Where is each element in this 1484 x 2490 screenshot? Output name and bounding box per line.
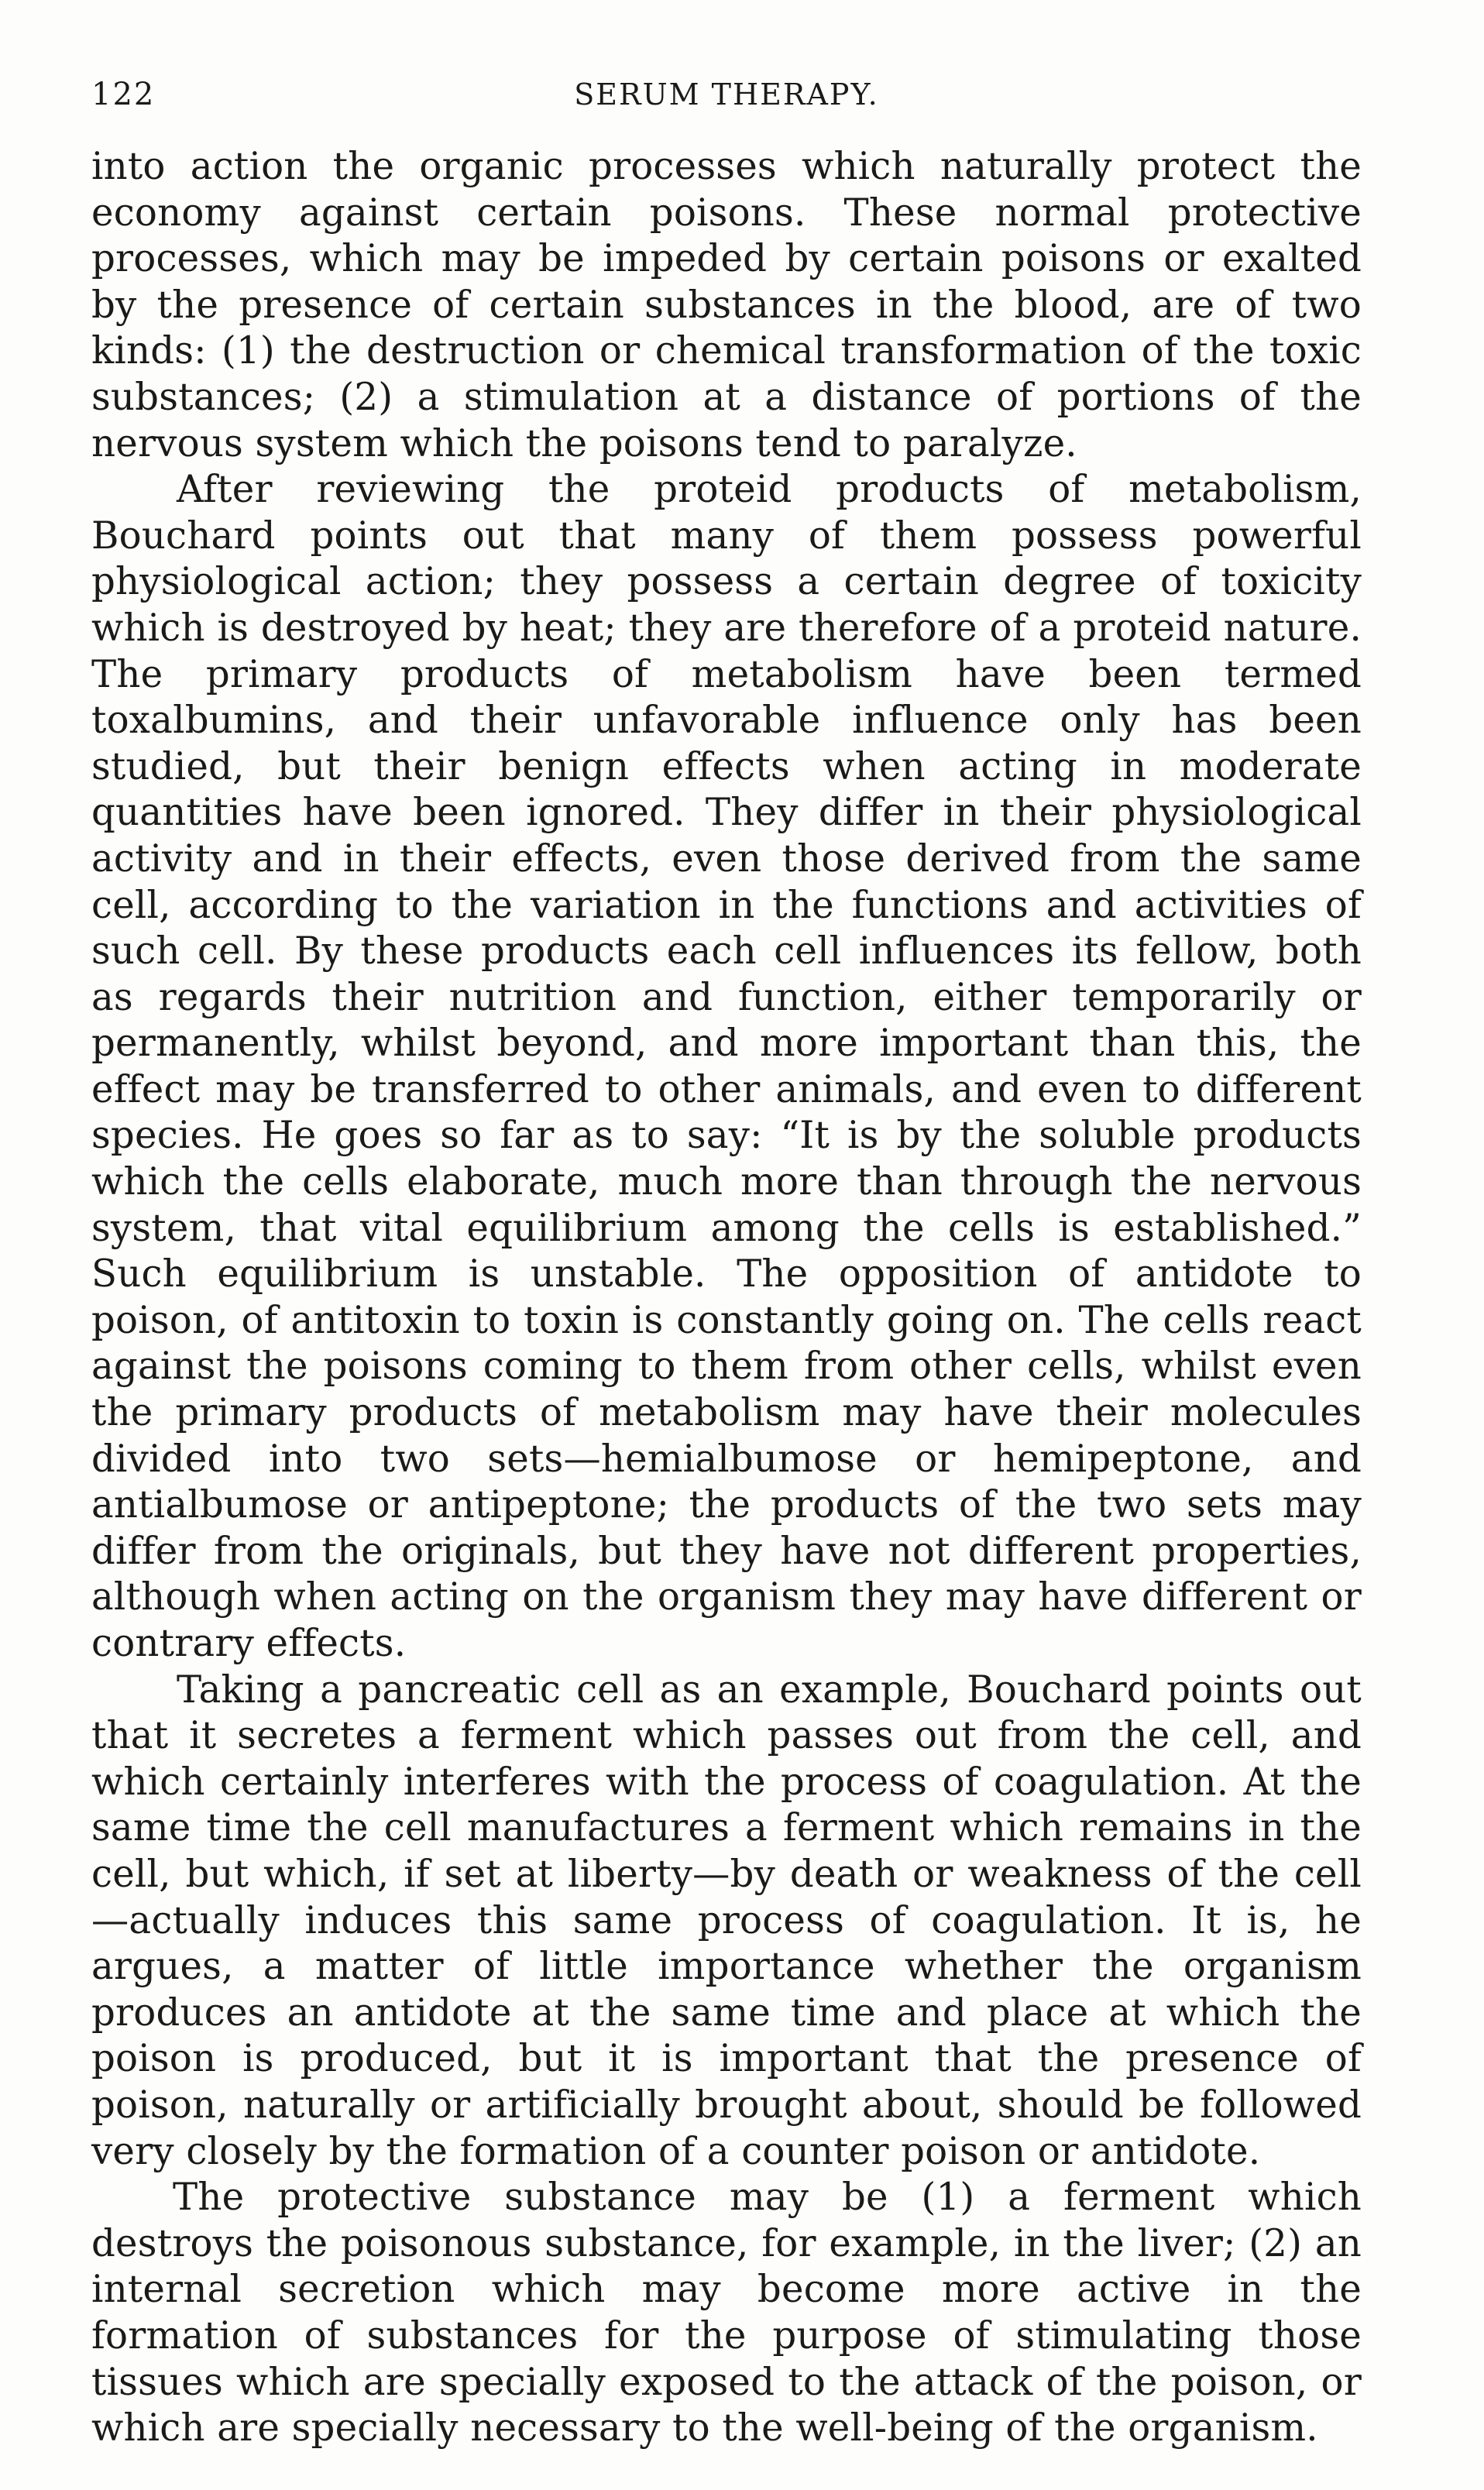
paragraph-3: Taking a pancreatic cell as an example, Bouchard points out that it secretes a ferment which passes out from the cell, and which certainly interferes with the process of coagulation. At the same time the cell manufactures a ferment which remains in the cell, but which, if set at liberty—by death or weakness of the cell—actually induces this same process of coagulation. It is, he argues, a matter of little importance whether the organism produces an antidote at the same time and place at which the poison is produced, but it is important that the presence of poison, naturally or artificially brought about, should be followed very closely by the formation of a counter poison or antidote. — [91, 1667, 1362, 2173]
paragraph-4: The protective substance may be (1) a ferment which destroys the poisonous substance, for example, in the liver; (2) an internal secretion which may become more active in the formation of substances for the purpose of stimulating those tissues which are specially exposed to the attack of the poison, or which are specially necessary to the well-being of the organism. — [91, 2176, 1362, 2451]
page-number: 122 — [91, 77, 156, 112]
body-text — [91, 144, 1362, 2452]
running-head — [91, 71, 1362, 118]
paragraph-1: into action the organic processes which naturally protect the economy against certain poisons. These normal protective processes, which may be impeded by certain poisons or exalted by the presence of certain substances in the blood, are of two kinds: (1) the destruction or chemical transformation of the toxic substances; (2) a stimulation at a distance of portions of the nervous system which the poisons tend to paralyze. — [91, 145, 1362, 465]
paragraph-2: After reviewing the proteid products of metabolism, Bouchard points out that many of them possess powerful physiological action; they possess a certain degree of toxicity which is destroyed by heat; they are therefore of a proteid nature. The primary products of metabolism have been termed toxalbumins, and their unfavorable influence only has been studied, but their benign effects when acting in moderate quantities have been ignored. They differ in their physiological activity and in their effects, even those derived from the same cell, according to the variation in the functions and activities of such cell. By these products each cell influences its fellow, both as regards their nutrition and function, either temporarily or permanently, whilst beyond, and more important than this, the effect may be transferred to other animals, and even to different species. He goes so far as to say: “It is by the soluble products which the cells elaborate, much more than through the nervous system, that vital equilibrium among the cells is established.” Such equilibrium is unstable. The opposition of antidote to poison, of antitoxin to toxin is constantly going on. The cells react against the poisons coming to them from other cells, whilst even the primary products of metabolism may have their molecules divided into two sets—hemialbumose or hemipeptone, and antialbumose or antipeptone; the products of the two sets may differ from the originals, but they have not different properties, although when acting on the organism they may have different or contrary effects. — [91, 468, 1362, 1665]
running-title: SERUM THERAPY. — [574, 77, 879, 112]
